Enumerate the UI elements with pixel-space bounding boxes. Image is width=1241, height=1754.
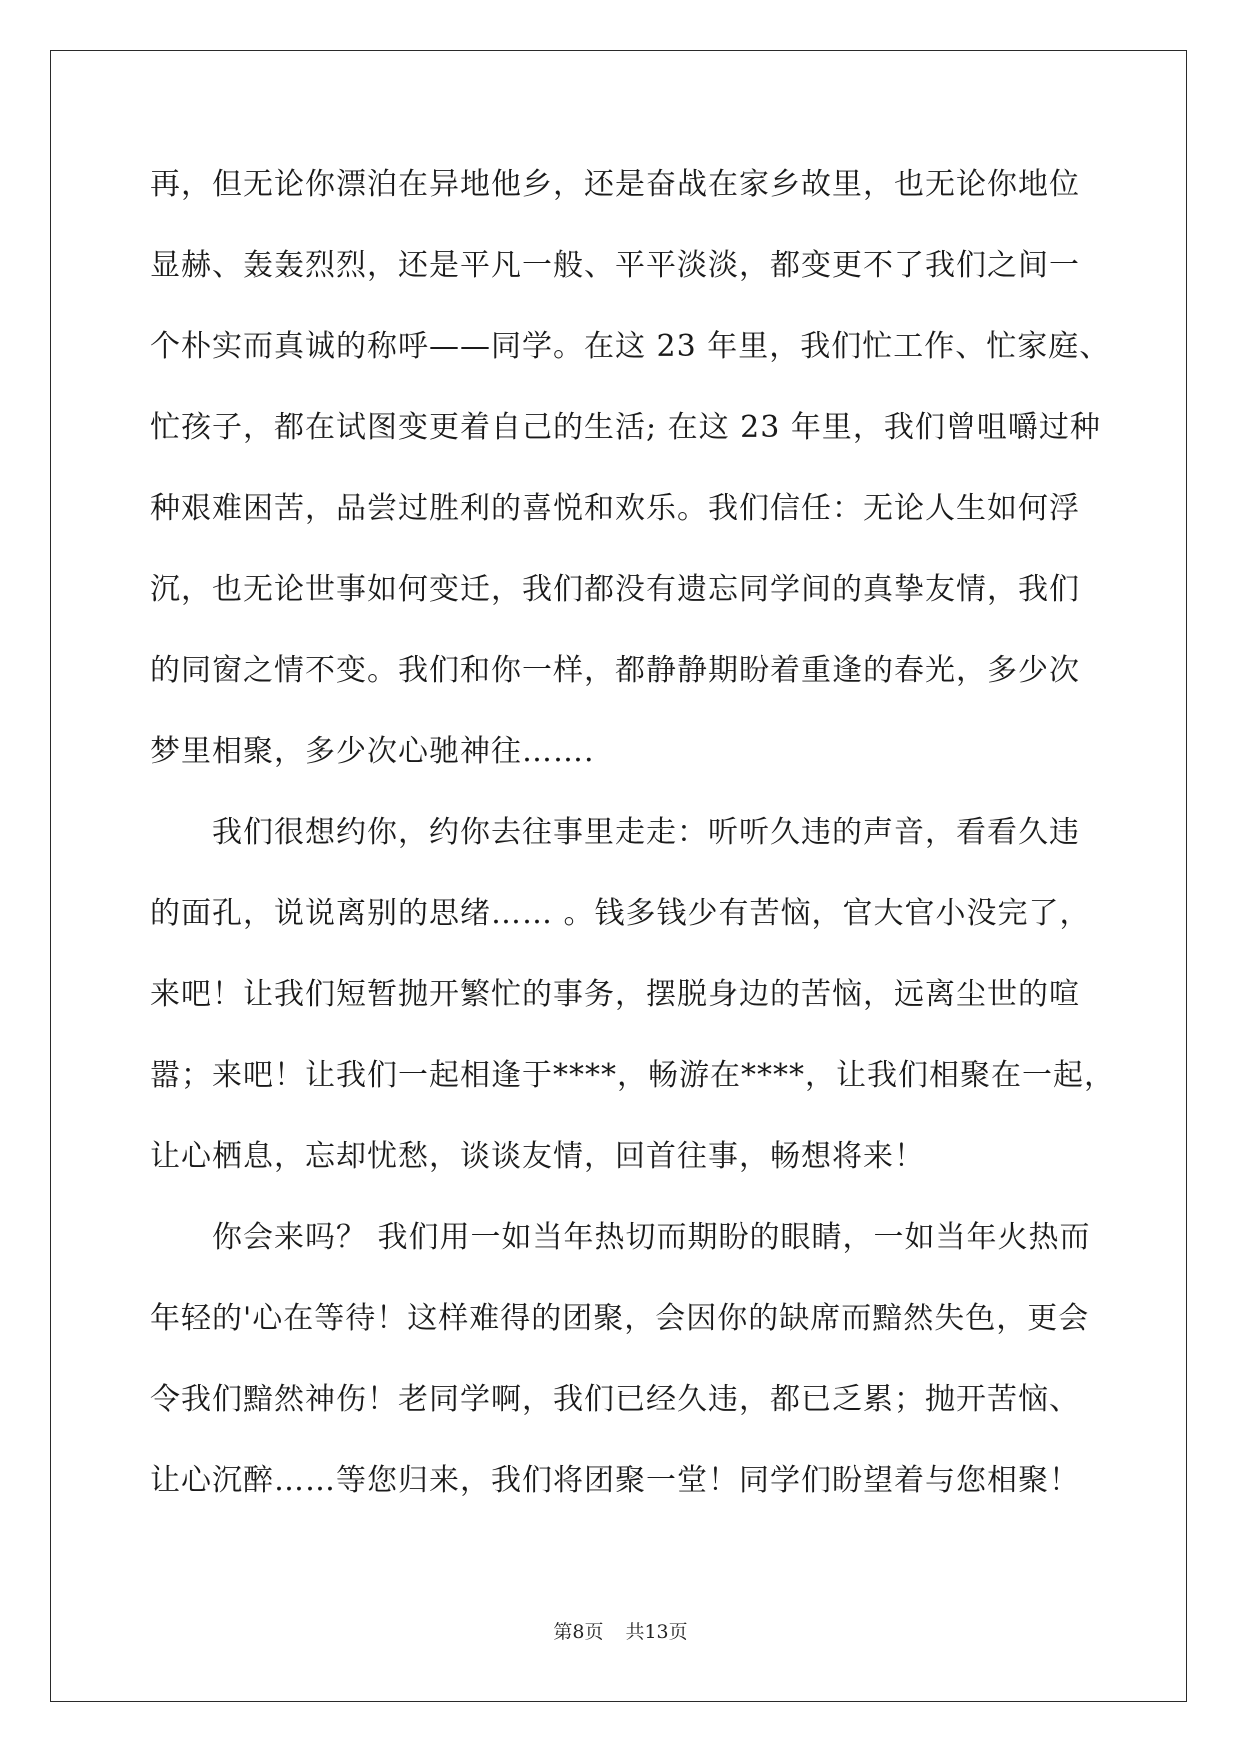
text-line: 个朴实而真诚的称呼——同学。在这 23 年里，我们忙工作、忙家庭、	[150, 329, 1111, 364]
text-line: 忙孩子，都在试图变更着自己的生活; 在这 23 年里，我们曾咀嚼过种	[150, 410, 1101, 445]
page-footer	[0, 1617, 1241, 1644]
text-line: 让心沉醉……等您归来，我们将团聚一堂！同学们盼望着与您相聚！	[150, 1463, 1080, 1498]
text-line: 的面孔，说说离别的思绪…… 。钱多钱少有苦恼，官大官小没完了，	[150, 896, 1091, 931]
total-pages: 共13页	[625, 1621, 688, 1643]
text-line: 种艰难困苦，品尝过胜利的喜悦和欢乐。我们信任：无论人生如何浮	[150, 491, 1080, 526]
text-line: 沉，也无论世事如何变迁，我们都没有遗忘同学间的真挚友情，我们	[150, 572, 1080, 607]
text-line: 来吧！让我们短暂抛开繁忙的事务，摆脱身边的苦恼，远离尘世的喧	[150, 977, 1080, 1012]
paragraph-start-line: 我们很想约你，约你去往事里走走：听听久违的声音，看看久违	[212, 815, 1080, 850]
text-line: 显赫、轰轰烈烈，还是平凡一般、平平淡淡，都变更不了我们之间一	[150, 248, 1080, 283]
text-line: 令我们黯然神伤！老同学啊，我们已经久违，都已乏累；抛开苦恼、	[150, 1382, 1080, 1417]
text-line: 梦里相聚，多少次心驰神往…….	[150, 734, 595, 769]
text-line: 年轻的'心在等待！这样难得的团聚，会因你的缺席而黯然失色，更会	[150, 1301, 1090, 1336]
paragraph-start-line: 你会来吗？ 我们用一如当年热切而期盼的眼睛，一如当年火热而	[212, 1220, 1091, 1255]
text-line: 的同窗之情不变。我们和你一样，都静静期盼着重逢的春光，多少次	[150, 653, 1080, 688]
text-line: 再，但无论你漂泊在异地他乡，还是奋战在家乡故里，也无论你地位	[150, 167, 1080, 202]
text-line: 让心栖息，忘却忧愁，谈谈友情，回首往事，畅想将来！	[150, 1139, 925, 1174]
document-body	[150, 165, 1115, 1542]
current-page-number: 第8页	[553, 1621, 604, 1643]
text-line: 嚣；来吧！让我们一起相逢于****，畅游在****，让我们相聚在一起，	[150, 1058, 1115, 1093]
